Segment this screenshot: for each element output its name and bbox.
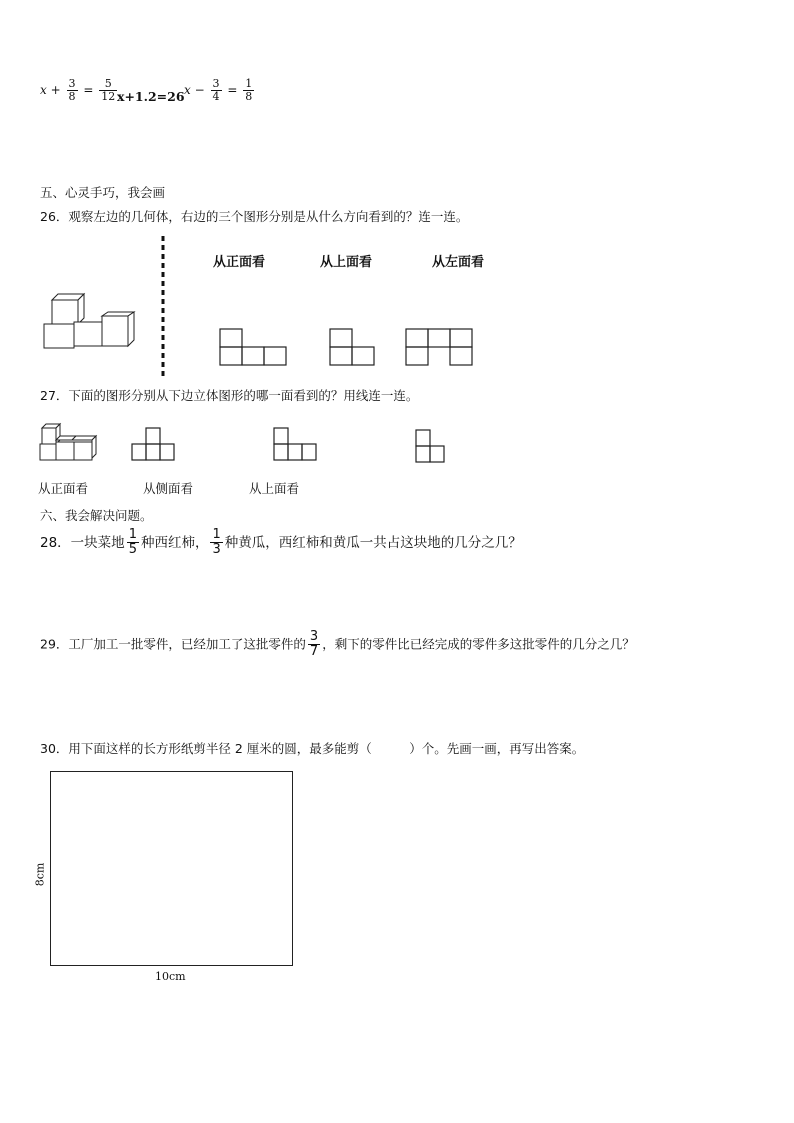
question-26: 26．观察左边的几何体，右边的三个图形分别是从什么方向看到的？连一连。 (40, 209, 469, 224)
q26-label-top: 从上面看 (320, 255, 373, 270)
q27-view-3[interactable] (414, 427, 450, 465)
q26-view-1[interactable] (219, 328, 289, 368)
fraction: $\frac{3}{8}$ (68, 77, 76, 104)
q27-view-1[interactable] (130, 427, 178, 463)
q26-solid-figure (40, 292, 140, 354)
q27-view-2[interactable] (272, 427, 320, 463)
fraction: $\frac{1}{8}$ (245, 77, 253, 104)
q26-label-left: 从左面看 (432, 255, 485, 270)
dashed-divider (160, 236, 166, 376)
section-5-title: 五、心灵手巧，我会画 (40, 185, 166, 200)
section-6-title: 六、我会解决问题。 (40, 508, 153, 523)
fraction: $\frac{3}{4}$ (212, 77, 220, 104)
fraction-1-3: $\frac{1}{3}$ (212, 527, 221, 558)
fraction-3-7: $\frac{3}{7}$ (309, 629, 319, 660)
q27-label-front: 从正面看 (38, 481, 89, 496)
equation-1: x + $\frac{3}{8}$ = $\frac{5}{12}$ (40, 77, 116, 104)
q27-label-side: 从侧面看 (143, 481, 194, 496)
q26-view-3[interactable] (405, 328, 475, 368)
rectangle-paper[interactable] (50, 771, 293, 966)
question-29: 29．工厂加工一批零件，已经加工了这批零件的 $\frac{3}{7}$ ，剩下的零件比已经完成的零件多这批零件的几分之几？ (40, 629, 635, 660)
fraction-1-5: $\frac{1}{5}$ (128, 527, 137, 558)
fraction: $\frac{5}{12}$ (101, 77, 116, 104)
question-28: 28．一块菜地 $\frac{1}{5}$ 种西红柿， $\frac{1}{3}$ 种黄瓜，西红柿和黄瓜一共占这块地的几分之几？ (40, 527, 522, 558)
q27-label-top: 从上面看 (249, 481, 300, 496)
rectangle-height-label: 8cm (33, 862, 47, 887)
q26-label-front: 从正面看 (213, 255, 266, 270)
equation-3: x − $\frac{3}{4}$ = $\frac{1}{8}$ (184, 77, 253, 104)
q27-solid-figure (38, 420, 102, 464)
question-30: 30．用下面这样的长方形纸剪半径 2 厘米的圆，最多能剪（ ）个。先画一画，再写出答案。 (40, 741, 585, 756)
rectangle-width-label: 10cm (155, 970, 186, 983)
question-27: 27．下面的图形分别从下边立体图形的哪一面看到的？用线连一连。 (40, 388, 419, 403)
equation-2: x+1.2=26 (117, 89, 185, 104)
q26-view-2[interactable] (329, 328, 377, 368)
